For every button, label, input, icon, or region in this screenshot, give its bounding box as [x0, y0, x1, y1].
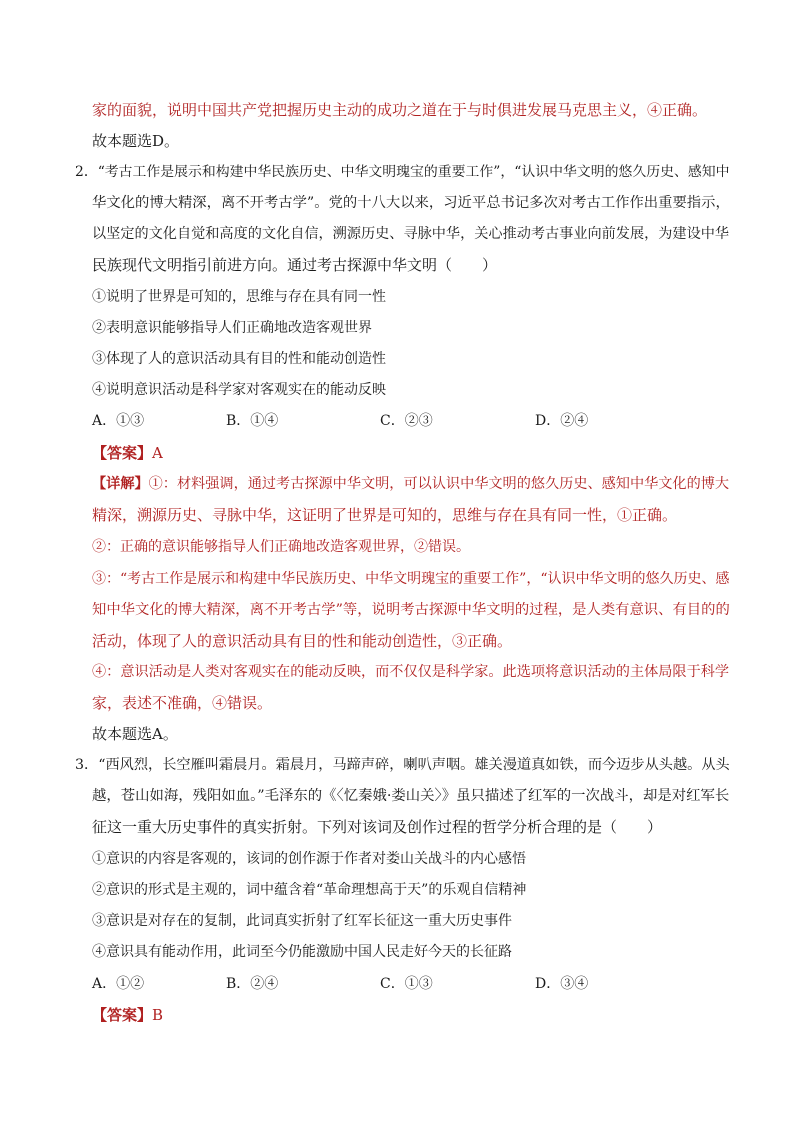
q3-answer: [92, 1005, 163, 1025]
q3-stem-line-2: 越，苍山如海，残阳如血。”毛泽东的《〈忆秦娥·娄山关〉》虽只描述了红军的一次战斗，却是对红军长: [92, 788, 730, 804]
detail-label: 【详解】: [92, 476, 149, 492]
q3-stem-line-1: 3．“西风烈，长空雁叫霜晨月。霜晨月，马蹄声碎，喇叭声咽。雄关漫道真如铁，而今迈步从头越。从头: [75, 757, 730, 773]
q2-stem-line-3: 以坚定的文化自觉和高度的文化自信，溯源历史、寻脉中华，关心推动考古事业向前发展，为建设中华: [92, 226, 730, 242]
q2-detail-line-5: 知中华文化的博大精深，离不开考古学”等，说明考古探源中华文明的过程，是人类有意识、有目的的: [92, 602, 730, 618]
q2-statement-2: ②表明意识能够指导人们正确地改造客观世界: [92, 320, 372, 336]
answer-value: B: [152, 1006, 164, 1024]
q3-stem-line-3: 征这一重大历史事件的真实折射。下列对该词及创作过程的哲学分析合理的是（ ）: [92, 818, 663, 836]
q3-statement-2: ②意识的形式是主观的，词中蕴含着“革命理想高于天”的乐观自信精神: [92, 882, 527, 898]
q2-stem-line-4: 民族现代文明指引前进方向。通过考古探源中华文明（ ）: [92, 256, 498, 274]
answer-value: A: [152, 444, 163, 462]
q2-statement-1: ①说明了世界是可知的，思维与存在具有同一性: [92, 289, 386, 305]
q2-answer: [92, 443, 163, 463]
q3-option-a: A．①②: [92, 976, 145, 992]
q3-option-c: C．①③: [380, 976, 433, 992]
q2-detail-line-3: ②：正确的意识能够指导人们正确地改造客观世界，②错误。: [92, 539, 470, 555]
q2-statement-3: ③体现了人的意识活动具有目的性和能动创造性: [92, 351, 386, 367]
q3-statement-4: ④意识具有能动作用，此词至今仍能激励中国人民走好今天的长征路: [92, 944, 512, 960]
q2-stem-line-2: 华文化的博大精深，离不开考古学”。党的十八大以来，习近平总书记多次对考古工作作出重要指示，: [92, 195, 730, 211]
q1-explanation-tail: 家的面貌，说明中国共产党把握历史主动的成功之道在于与时俱进发展马克思主义，④正确。: [92, 101, 708, 119]
q2-stem-line-1: 2．“考古工作是展示和构建中华民族历史、中华文明瑰宝的重要工作”，“认识中华文明的悠久历史、感知中: [75, 164, 730, 180]
q2-detail-line-2: 精深，溯源历史、寻脉中华，这证明了世界是可知的，思维与存在具有同一性，①正确。: [92, 506, 678, 524]
q3-statement-3: ③意识是对存在的复制，此词真实折射了红军长征这一重大历史事件: [92, 913, 512, 929]
answer-label: 【答案】: [92, 444, 153, 462]
q2-conclusion: 故本题选A。: [92, 725, 178, 743]
q2-detail-line-7: ④：意识活动是人类对客观实在的能动反映，而不仅仅是科学家。此选项将意识活动的主体局限于科学: [92, 664, 730, 680]
detail-text: ①：材料强调，通过考古探源中华文明，可以认识中华文明的悠久历史、感知中华文化的博大: [148, 476, 730, 492]
q2-option-b: B．①④: [226, 413, 279, 429]
q3-option-b: B．②④: [226, 976, 279, 992]
q3-option-d: D．③④: [535, 976, 589, 992]
q3-statement-1: ①意识的内容是客观的，该词的创作源于作者对娄山关战斗的内心感悟: [92, 851, 526, 867]
q2-detail-line-6: 活动，体现了人的意识活动具有目的性和能动创造性，③正确。: [92, 632, 513, 650]
q1-conclusion: 故本题选D。: [92, 132, 180, 150]
q2-detail-line-4: ③：“考古工作是展示和构建中华民族历史、中华文明瑰宝的重要工作”，“认识中华文明的悠久历史、感: [92, 571, 730, 587]
q2-statement-4: ④说明意识活动是科学家对客观实在的能动反映: [92, 382, 386, 398]
q2-detail-line-8: 家，表述不准确，④错误。: [92, 694, 273, 712]
q2-option-c: C．②③: [380, 413, 433, 429]
answer-label: 【答案】: [92, 1006, 153, 1024]
q2-option-d: D．②④: [535, 413, 589, 429]
q2-option-a: A．①③: [92, 413, 145, 429]
q2-detail-line-1: [92, 474, 729, 494]
